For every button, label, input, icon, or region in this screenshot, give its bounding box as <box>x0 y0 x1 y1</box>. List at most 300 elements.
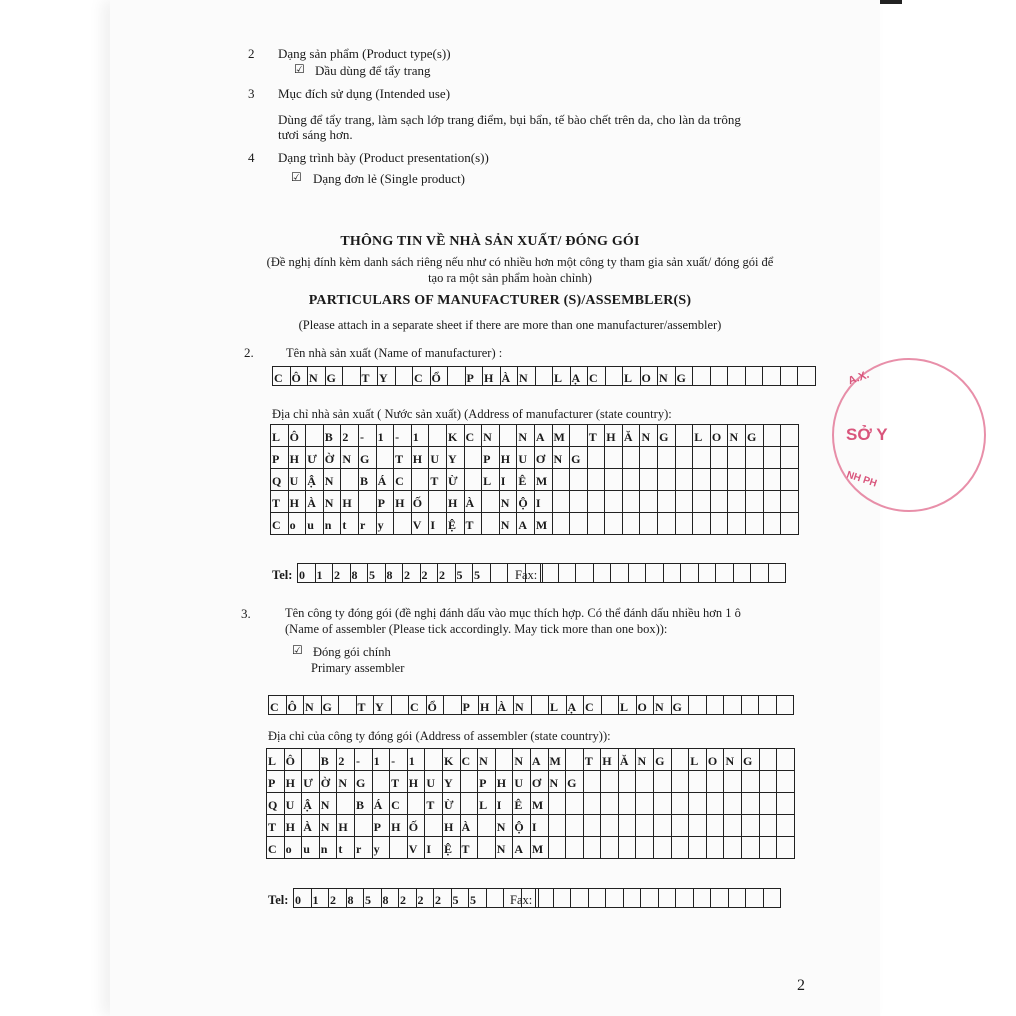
digit-cell <box>659 888 677 908</box>
digit-cell <box>589 888 607 908</box>
letter-cell <box>672 815 690 837</box>
digit-cell: 5 <box>456 563 474 583</box>
assembler-number: 3. <box>241 606 251 621</box>
letter-cell: H <box>285 771 303 793</box>
letter-cell: C <box>271 513 289 535</box>
letter-cell: A <box>513 837 531 859</box>
letter-cell: Q <box>271 469 289 491</box>
letter-cell: Á <box>373 793 391 815</box>
item-3-number: 3 <box>248 86 255 101</box>
letter-cell: G <box>326 366 344 386</box>
letter-cell <box>693 491 711 513</box>
letter-cell: 1 <box>377 425 395 447</box>
checkbox-checked-icon: ☑ <box>291 170 302 184</box>
letter-cell <box>724 695 742 715</box>
item-3-title: Mục đích sử dụng (Intended use) <box>278 86 451 101</box>
digit-cell <box>559 563 577 583</box>
letter-cell <box>601 837 619 859</box>
letter-cell <box>566 749 584 771</box>
letter-cell <box>764 513 782 535</box>
letter-cell: Ổ <box>427 695 445 715</box>
letter-cell <box>444 695 462 715</box>
digit-cell <box>646 563 664 583</box>
letter-cell: H <box>289 447 307 469</box>
letter-cell: H <box>500 447 518 469</box>
letter-cell <box>724 771 742 793</box>
digit-cell <box>734 563 752 583</box>
letter-cell <box>777 837 795 859</box>
letter-cell: I <box>425 837 443 859</box>
letter-cell: L <box>693 425 711 447</box>
letter-cell <box>566 793 584 815</box>
letter-cell <box>448 366 466 386</box>
letter-cell: P <box>373 815 391 837</box>
letter-cell <box>760 771 778 793</box>
letter-cell <box>781 513 799 535</box>
digit-cell <box>536 888 554 908</box>
letter-cell: C <box>273 366 291 386</box>
letter-cell <box>549 793 567 815</box>
letter-cell: L <box>271 425 289 447</box>
letter-cell <box>588 513 606 535</box>
letter-cell: M <box>553 425 571 447</box>
letter-cell: C <box>269 695 287 715</box>
letter-cell <box>707 837 725 859</box>
letter-cell <box>553 491 571 513</box>
letter-cell: À <box>461 815 479 837</box>
letter-cell <box>742 815 760 837</box>
letter-cell: U <box>513 771 531 793</box>
letter-cell: H <box>390 815 408 837</box>
letter-cell: T <box>357 695 375 715</box>
letter-cell <box>623 491 641 513</box>
letter-cell: H <box>601 749 619 771</box>
digit-cell: 2 <box>421 563 439 583</box>
letter-cell <box>746 447 764 469</box>
letter-cell: N <box>500 513 518 535</box>
item-4-number: 4 <box>248 150 255 165</box>
checkbox-checked-icon: ☑ <box>294 62 305 76</box>
letter-cell <box>584 837 602 859</box>
letter-cell <box>693 469 711 491</box>
letter-cell <box>553 469 571 491</box>
digit-cell <box>729 888 747 908</box>
manufacturer-address-label: Địa chỉ nhà sản xuất ( Nước sản xuất) (Address of manufacturer (state country): <box>272 407 672 421</box>
letter-cell: Ê <box>517 469 535 491</box>
letter-cell: Ô <box>287 695 305 715</box>
letter-cell: P <box>482 447 500 469</box>
letter-cell <box>760 749 778 771</box>
digit-cell <box>554 888 572 908</box>
letter-cell <box>373 771 391 793</box>
letter-cell: N <box>513 749 531 771</box>
letter-cell: C <box>390 793 408 815</box>
letter-cell: N <box>553 447 571 469</box>
letter-cell <box>711 491 729 513</box>
letter-cell <box>605 469 623 491</box>
digit-cell: 1 <box>312 888 330 908</box>
letter-cell <box>693 447 711 469</box>
digit-cell <box>571 888 589 908</box>
letter-cell <box>781 447 799 469</box>
letter-cell: N <box>728 425 746 447</box>
letter-cell <box>724 815 742 837</box>
letter-cell <box>759 695 777 715</box>
digit-cell <box>576 563 594 583</box>
digit-cell: 5 <box>469 888 487 908</box>
letter-cell: y <box>373 837 391 859</box>
digit-cell <box>594 563 612 583</box>
digit-cell: 8 <box>351 563 369 583</box>
letter-cell: L <box>478 793 496 815</box>
digit-cell <box>716 563 734 583</box>
letter-cell: T <box>584 749 602 771</box>
letter-cell <box>566 815 584 837</box>
letter-cell: Y <box>443 771 461 793</box>
letter-cell: U <box>285 793 303 815</box>
letter-cell: O <box>641 366 659 386</box>
letter-cell: - <box>390 749 408 771</box>
letter-cell: M <box>531 793 549 815</box>
letter-cell <box>728 469 746 491</box>
grid-row <box>267 771 795 793</box>
digit-cell <box>606 888 624 908</box>
letter-cell <box>658 447 676 469</box>
digit-cell <box>699 563 717 583</box>
assembler-tel-cells <box>293 888 539 908</box>
letter-cell <box>478 837 496 859</box>
letter-cell: C <box>461 749 479 771</box>
letter-cell <box>777 771 795 793</box>
letter-cell: K <box>447 425 465 447</box>
letter-cell: 1 <box>373 749 391 771</box>
letter-cell <box>636 837 654 859</box>
letter-cell: À <box>306 491 324 513</box>
letter-cell <box>588 447 606 469</box>
letter-cell: G <box>654 749 672 771</box>
letter-cell <box>781 491 799 513</box>
letter-cell: Ă <box>619 749 637 771</box>
letter-cell: I <box>500 469 518 491</box>
letter-cell: N <box>324 491 342 513</box>
letter-cell <box>605 513 623 535</box>
letter-cell <box>496 749 514 771</box>
digit-cell: 8 <box>386 563 404 583</box>
letter-cell: G <box>676 366 694 386</box>
grid-row <box>271 513 799 535</box>
letter-cell <box>707 793 725 815</box>
letter-cell <box>465 447 483 469</box>
letter-cell: T <box>588 425 606 447</box>
letter-cell <box>760 837 778 859</box>
letter-cell: Ệ <box>443 837 461 859</box>
letter-cell: N <box>640 425 658 447</box>
letter-cell: T <box>361 366 379 386</box>
letter-cell <box>746 366 764 386</box>
letter-cell: Ạ <box>571 366 589 386</box>
letter-cell: G <box>355 771 373 793</box>
letter-cell: N <box>320 793 338 815</box>
letter-cell: À <box>302 815 320 837</box>
letter-cell: L <box>619 695 637 715</box>
letter-cell: Á <box>377 469 395 491</box>
letter-cell: N <box>308 366 326 386</box>
letter-cell <box>676 425 694 447</box>
letter-cell: Ậ <box>302 793 320 815</box>
letter-cell: G <box>742 749 760 771</box>
letter-cell <box>549 815 567 837</box>
letter-cell <box>408 793 426 815</box>
letter-cell <box>707 771 725 793</box>
letter-cell: I <box>496 793 514 815</box>
letter-cell: G <box>359 447 377 469</box>
page-edge-mark <box>880 0 902 4</box>
letter-cell: H <box>285 815 303 837</box>
letter-cell <box>676 447 694 469</box>
letter-cell: K <box>443 749 461 771</box>
letter-cell <box>636 771 654 793</box>
letter-cell: G <box>672 695 690 715</box>
letter-cell: Ă <box>623 425 641 447</box>
letter-cell: - <box>355 749 373 771</box>
letter-cell: H <box>605 425 623 447</box>
letter-cell <box>601 793 619 815</box>
letter-cell: N <box>724 749 742 771</box>
letter-cell: N <box>636 749 654 771</box>
assembler-fax-label: Fax: <box>510 893 533 907</box>
letter-cell: Q <box>267 793 285 815</box>
letter-cell <box>689 695 707 715</box>
letter-cell <box>570 491 588 513</box>
digit-cell <box>681 563 699 583</box>
letter-cell <box>746 469 764 491</box>
letter-cell <box>658 491 676 513</box>
letter-cell <box>566 837 584 859</box>
letter-cell <box>570 469 588 491</box>
letter-cell: o <box>285 837 303 859</box>
digit-cell: 8 <box>382 888 400 908</box>
letter-cell: M <box>535 469 553 491</box>
letter-cell: G <box>658 425 676 447</box>
letter-cell <box>584 793 602 815</box>
letter-cell: C <box>584 695 602 715</box>
letter-cell: V <box>408 837 426 859</box>
letter-cell: B <box>324 425 342 447</box>
letter-cell: U <box>425 771 443 793</box>
letter-cell: M <box>549 749 567 771</box>
item-2-title: Dạng sản phẩm (Product type(s)) <box>278 46 451 61</box>
letter-cell: - <box>359 425 377 447</box>
letter-cell <box>601 771 619 793</box>
letter-cell: N <box>549 771 567 793</box>
letter-cell: H <box>408 771 426 793</box>
manufacturer-address-grid <box>270 424 799 535</box>
letter-cell: M <box>531 837 549 859</box>
manufacturer-tel-cells <box>297 563 543 583</box>
letter-cell: H <box>496 771 514 793</box>
letter-cell <box>482 491 500 513</box>
letter-cell: H <box>341 491 359 513</box>
letter-cell: 2 <box>341 425 359 447</box>
letter-cell <box>461 771 479 793</box>
letter-cell <box>693 513 711 535</box>
letter-cell <box>605 491 623 513</box>
manufacturer-fax-label: Fax: <box>515 568 538 582</box>
letter-cell: V <box>412 513 430 535</box>
letter-cell <box>549 837 567 859</box>
letter-cell <box>711 447 729 469</box>
letter-cell <box>693 366 711 386</box>
letter-cell: I <box>535 491 553 513</box>
letter-cell: - <box>394 425 412 447</box>
letter-cell <box>482 513 500 535</box>
letter-cell <box>588 491 606 513</box>
letter-cell <box>536 366 554 386</box>
manufacturer-fax-cells <box>540 563 786 583</box>
letter-cell <box>760 815 778 837</box>
letter-cell <box>781 425 799 447</box>
letter-cell: N <box>500 491 518 513</box>
letter-cell: T <box>394 447 412 469</box>
letter-cell <box>390 837 408 859</box>
letter-cell: o <box>289 513 307 535</box>
letter-cell: Ư <box>306 447 324 469</box>
letter-cell: H <box>412 447 430 469</box>
letter-cell: T <box>461 837 479 859</box>
letter-cell <box>465 469 483 491</box>
letter-cell <box>605 447 623 469</box>
letter-cell: P <box>267 771 285 793</box>
section-title-en: PARTICULARS OF MANUFACTURER (S)/ASSEMBLER(S) <box>308 293 692 308</box>
letter-cell <box>339 695 357 715</box>
letter-cell: L <box>689 749 707 771</box>
letter-cell: U <box>289 469 307 491</box>
digit-cell: 1 <box>316 563 334 583</box>
letter-cell: 2 <box>337 749 355 771</box>
letter-cell: Y <box>447 447 465 469</box>
letter-cell <box>584 815 602 837</box>
letter-cell <box>658 513 676 535</box>
letter-cell: T <box>267 815 285 837</box>
page-number: 2 <box>797 977 805 994</box>
letter-cell: P <box>462 695 480 715</box>
letter-cell <box>619 771 637 793</box>
letter-cell <box>394 513 412 535</box>
letter-cell: G <box>746 425 764 447</box>
digit-cell: 2 <box>329 888 347 908</box>
letter-cell: Ờ <box>320 771 338 793</box>
manufacturer-name-label: Tên nhà sản xuất (Name of manufacturer) : <box>286 346 503 360</box>
letter-cell: C <box>267 837 285 859</box>
item-2-check-text: Dầu dùng để tẩy trang <box>315 63 431 78</box>
letter-cell <box>676 513 694 535</box>
item-3-body-line2: tươi sáng hơn. <box>278 127 353 142</box>
letter-cell <box>728 491 746 513</box>
letter-cell: n <box>320 837 338 859</box>
section-title-vi: THÔNG TIN VỀ NHÀ SẢN XUẤT/ ĐÓNG GÓI <box>340 234 640 249</box>
letter-cell: O <box>707 749 725 771</box>
digit-cell: 2 <box>434 888 452 908</box>
letter-cell <box>654 837 672 859</box>
letter-cell: M <box>535 513 553 535</box>
letter-cell: Y <box>378 366 396 386</box>
stamp-text-top: A.X. <box>846 368 871 388</box>
letter-cell <box>707 695 725 715</box>
letter-cell: t <box>341 513 359 535</box>
letter-cell: N <box>478 749 496 771</box>
letter-cell: T <box>271 491 289 513</box>
grid-row <box>267 793 795 815</box>
digit-cell: 2 <box>403 563 421 583</box>
letter-cell: u <box>302 837 320 859</box>
letter-cell <box>707 815 725 837</box>
letter-cell <box>724 837 742 859</box>
digit-cell <box>751 563 769 583</box>
assembler-address-label: Địa chỉ của công ty đóng gói (Address of assembler (state country)): <box>268 729 611 743</box>
item-3-body-line1: Dùng để tẩy trang, làm sạch lớp trang điểm, bụi bẩn, tế bào chết trên da, cho làn da trông <box>278 112 741 127</box>
letter-cell <box>343 366 361 386</box>
letter-cell: C <box>465 425 483 447</box>
letter-cell <box>412 469 430 491</box>
digit-cell: 0 <box>298 563 316 583</box>
letter-cell: P <box>377 491 395 513</box>
digit-cell: 5 <box>368 563 386 583</box>
letter-cell <box>672 793 690 815</box>
letter-cell <box>654 815 672 837</box>
letter-cell <box>478 815 496 837</box>
assembler-label-line2: (Name of assembler (Please tick accordingly. May tick more than one box)): <box>285 622 668 636</box>
letter-cell <box>777 793 795 815</box>
digit-cell: 0 <box>294 888 312 908</box>
letter-cell: À <box>497 695 515 715</box>
letter-cell <box>359 491 377 513</box>
letter-cell: N <box>341 447 359 469</box>
digit-cell <box>624 888 642 908</box>
letter-cell <box>602 695 620 715</box>
grid-row <box>267 815 795 837</box>
letter-cell <box>377 447 395 469</box>
assembler-label-line1: Tên công ty đóng gói (đề nghị đánh dấu vào mục thích hợp. Có thể đánh dấu nhiều hơn 1 ô <box>285 606 741 620</box>
letter-cell: T <box>429 469 447 491</box>
letter-cell <box>619 837 637 859</box>
letter-cell: I <box>429 513 447 535</box>
letter-cell <box>623 513 641 535</box>
digit-cell <box>541 563 559 583</box>
letter-cell <box>760 793 778 815</box>
letter-cell <box>306 425 324 447</box>
letter-cell <box>746 491 764 513</box>
letter-cell: Ơ <box>531 771 549 793</box>
digit-cell <box>491 563 509 583</box>
manufacturer-name-cells <box>272 366 816 386</box>
letter-cell: N <box>517 425 535 447</box>
letter-cell <box>777 749 795 771</box>
letter-cell <box>689 793 707 815</box>
grid-row <box>271 491 799 513</box>
letter-cell: Ậ <box>306 469 324 491</box>
letter-cell: L <box>549 695 567 715</box>
grid-row <box>271 447 799 469</box>
letter-cell <box>781 469 799 491</box>
letter-cell <box>711 366 729 386</box>
letter-cell <box>763 366 781 386</box>
letter-cell: y <box>377 513 395 535</box>
letter-cell: N <box>482 425 500 447</box>
digit-cell <box>694 888 712 908</box>
manufacturer-tel-label: Tel: <box>272 568 293 582</box>
letter-cell <box>619 793 637 815</box>
letter-cell: N <box>304 695 322 715</box>
